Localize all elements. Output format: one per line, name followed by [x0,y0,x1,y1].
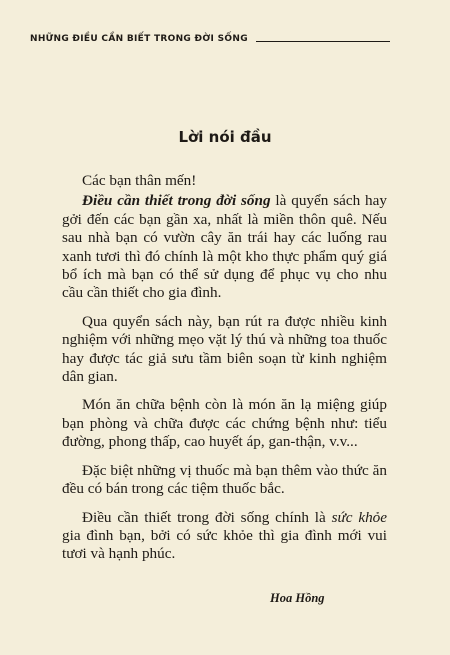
paragraph-experience: Qua quyển sách này, bạn rút ra được nhiều kinh nghiệm với những mẹo vặt lý thú và những toa thuốc hay được tác giả sưu tầm biên soạn từ kinh nghiệm dân gian. [62,312,387,386]
greeting-paragraph: Các bạn thân mến! [82,172,197,189]
header-rule [256,41,390,42]
paragraph-intro-text: là quyển sách hay gởi đến các bạn gần xa, nhất là miền thôn quê. Nếu sau nhà bạn có vườn cây ăn trái hay các luống rau xanh tươi thì đó chính là một kho thực phẩm quý giá bổ ích mà bạn có thể sử dụng để phục vụ cho nhu cầu cần thiết cho gia đình. [62,192,387,302]
book-title-inline: Điều cần thiết trong đời sống [82,192,271,210]
health-emphasis: sức khỏe [331,508,387,526]
author-signature: Hoa Hồng [270,591,325,605]
running-header [30,34,390,44]
preface-body [62,172,387,574]
paragraph-health-rest: gia đình bạn, bởi có sức khỏe thì gia đình mới vui tươi và hạnh phúc. [62,526,387,563]
paragraph-health [62,509,387,564]
paragraph-health-start: Điều cần thiết trong đời sống chính là [82,508,332,526]
paragraph-intro [62,192,387,302]
running-header-title: NHỮNG ĐIỀU CẦN BIẾT TRONG ĐỜI SỐNG [30,34,248,44]
page-title: Lời nói đầu [178,128,272,146]
paragraph-remedies: Món ăn chữa bệnh còn là món ăn lạ miệng giúp bạn phòng và chữa được các chứng bệnh như: tiểu đường, phong thấp, cao huyết áp, gan-thận, v.v... [62,396,387,451]
paragraph-herbs: Đặc biệt những vị thuốc mà bạn thêm vào thức ăn đều có bán trong các tiệm thuốc bắc. [62,461,387,498]
